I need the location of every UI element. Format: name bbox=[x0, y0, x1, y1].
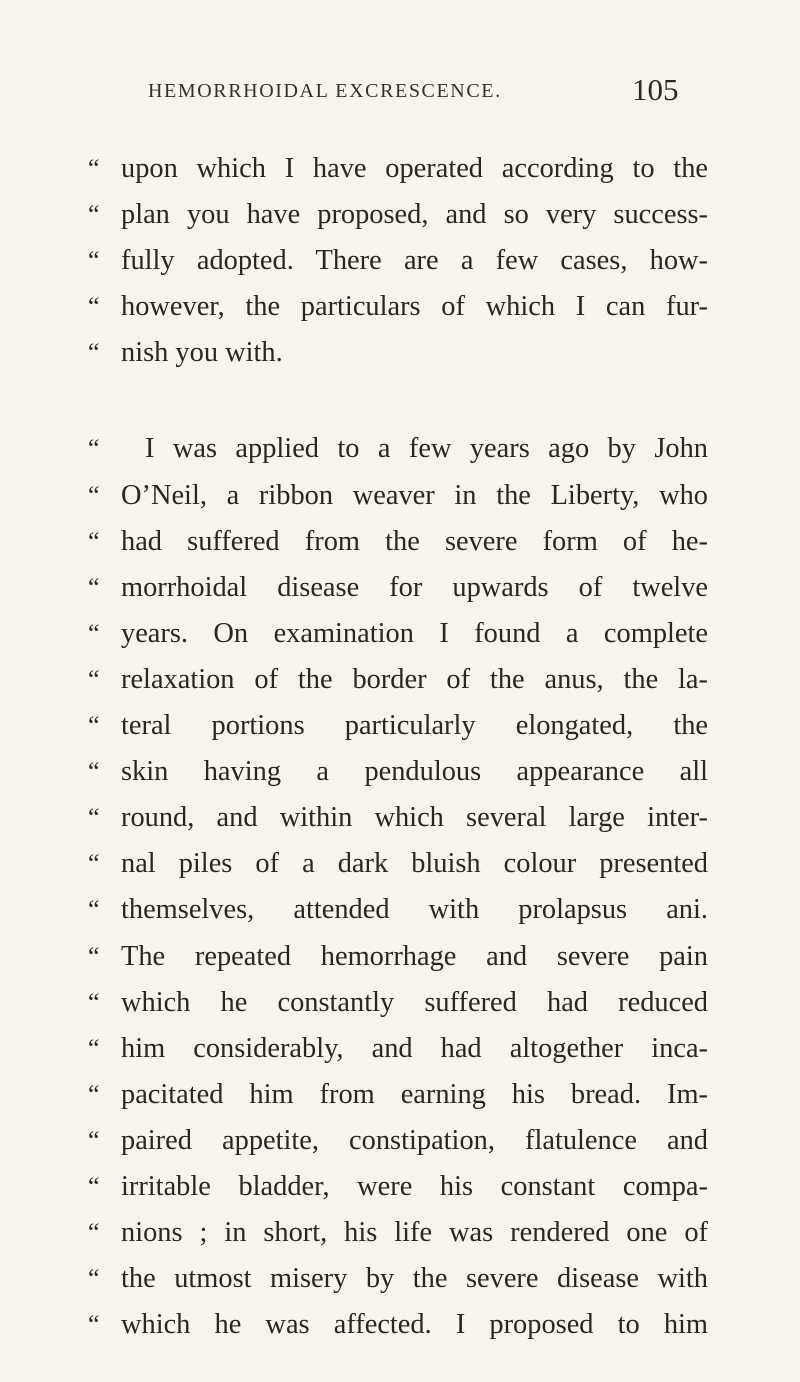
line-text: paired appetite, constipation, flatulence and bbox=[121, 1124, 708, 1156]
text-line bbox=[88, 887, 708, 933]
line-text: morrhoidal disease for upwards of twelve bbox=[121, 571, 708, 603]
quote-mark: “ bbox=[88, 757, 100, 787]
quote-mark: “ bbox=[88, 526, 100, 556]
line-text: I was applied to a few years ago by John bbox=[145, 433, 708, 465]
quote-mark: “ bbox=[88, 480, 100, 510]
page-number: 105 bbox=[632, 72, 679, 107]
quote-mark: “ bbox=[88, 1171, 100, 1201]
line-text: irritable bladder, were his constant compa- bbox=[121, 1170, 708, 1202]
running-head: HEMORRHOIDAL EXCRESCENCE. bbox=[148, 80, 502, 102]
text-line bbox=[88, 1210, 708, 1256]
line-text: themselves, attended with prolapsus ani. bbox=[121, 894, 708, 926]
line-text: years. On examination I found a complete bbox=[121, 617, 708, 649]
line-text: fully adopted. There are a few cases, how- bbox=[121, 245, 708, 277]
text-line bbox=[88, 1256, 708, 1302]
line-text: which he constantly suffered had reduced bbox=[121, 986, 708, 1018]
quote-mark: “ bbox=[88, 711, 100, 741]
text-line bbox=[88, 980, 708, 1026]
text-line bbox=[88, 519, 708, 565]
paragraph bbox=[88, 146, 708, 376]
line-text: round, and within which several large inter- bbox=[121, 802, 708, 834]
line-text: however, the particulars of which I can fur- bbox=[121, 291, 708, 323]
text-line bbox=[88, 1026, 708, 1072]
text-line bbox=[88, 703, 708, 749]
quote-mark: “ bbox=[88, 1079, 100, 1109]
text-line bbox=[88, 192, 708, 238]
text-line bbox=[88, 1118, 708, 1164]
quote-mark: “ bbox=[88, 1125, 100, 1155]
line-text: teral portions particularly elongated, the bbox=[121, 710, 708, 742]
quote-mark: “ bbox=[88, 803, 100, 833]
quote-mark: “ bbox=[88, 154, 100, 183]
quote-mark: “ bbox=[88, 246, 100, 276]
text-line bbox=[88, 934, 708, 980]
quote-mark: “ bbox=[88, 895, 100, 925]
text-line bbox=[88, 238, 708, 284]
line-text: upon which I have operated according to the bbox=[121, 153, 708, 184]
quote-mark: “ bbox=[88, 618, 100, 648]
text-line bbox=[88, 473, 708, 519]
line-text: nish you with. bbox=[121, 337, 283, 369]
quote-mark: “ bbox=[88, 434, 100, 464]
text-line bbox=[88, 841, 708, 887]
line-text: plan you have proposed, and so very success- bbox=[121, 199, 708, 231]
text-line bbox=[88, 795, 708, 841]
quote-mark: “ bbox=[88, 1310, 100, 1340]
quote-mark: “ bbox=[88, 941, 100, 971]
quote-mark: “ bbox=[88, 572, 100, 602]
text-line bbox=[88, 426, 708, 472]
quote-mark: “ bbox=[88, 1264, 100, 1294]
line-text: relaxation of the border of the anus, the la- bbox=[121, 663, 708, 695]
line-text: nions ; in short, his life was rendered one of bbox=[121, 1217, 708, 1249]
line-text: him considerably, and had altogether inca- bbox=[121, 1032, 708, 1064]
text-line bbox=[88, 284, 708, 330]
page-header bbox=[0, 72, 800, 112]
quote-mark: “ bbox=[88, 1218, 100, 1248]
quote-mark: “ bbox=[88, 338, 100, 368]
line-text: the utmost misery by the severe disease with bbox=[121, 1263, 708, 1295]
quote-mark: “ bbox=[88, 200, 100, 230]
line-text: The repeated hemorrhage and severe pain bbox=[121, 940, 708, 972]
text-line bbox=[88, 146, 708, 192]
text-line bbox=[88, 330, 708, 376]
text-line bbox=[88, 1072, 708, 1118]
line-text: nal piles of a dark bluish colour presented bbox=[121, 848, 708, 880]
line-text: which he was affected. I proposed to him bbox=[121, 1309, 708, 1341]
line-text: skin having a pendulous appearance all bbox=[121, 756, 708, 788]
line-text: had suffered from the severe form of he- bbox=[121, 525, 708, 557]
text-line bbox=[88, 1164, 708, 1210]
line-text: pacitated him from earning his bread. Im- bbox=[121, 1078, 708, 1110]
text-line bbox=[88, 657, 708, 703]
quote-mark: “ bbox=[88, 292, 100, 322]
line-text: O’Neil, a ribbon weaver in the Liberty, who bbox=[121, 479, 708, 511]
text-line bbox=[88, 1302, 708, 1348]
text-line bbox=[88, 749, 708, 795]
text-line bbox=[88, 611, 708, 657]
paragraph bbox=[88, 426, 708, 1348]
quote-mark: “ bbox=[88, 1033, 100, 1063]
body-text bbox=[88, 146, 708, 1348]
text-line bbox=[88, 565, 708, 611]
quote-mark: “ bbox=[88, 664, 100, 694]
quote-mark: “ bbox=[88, 987, 100, 1017]
quote-mark: “ bbox=[88, 849, 100, 879]
